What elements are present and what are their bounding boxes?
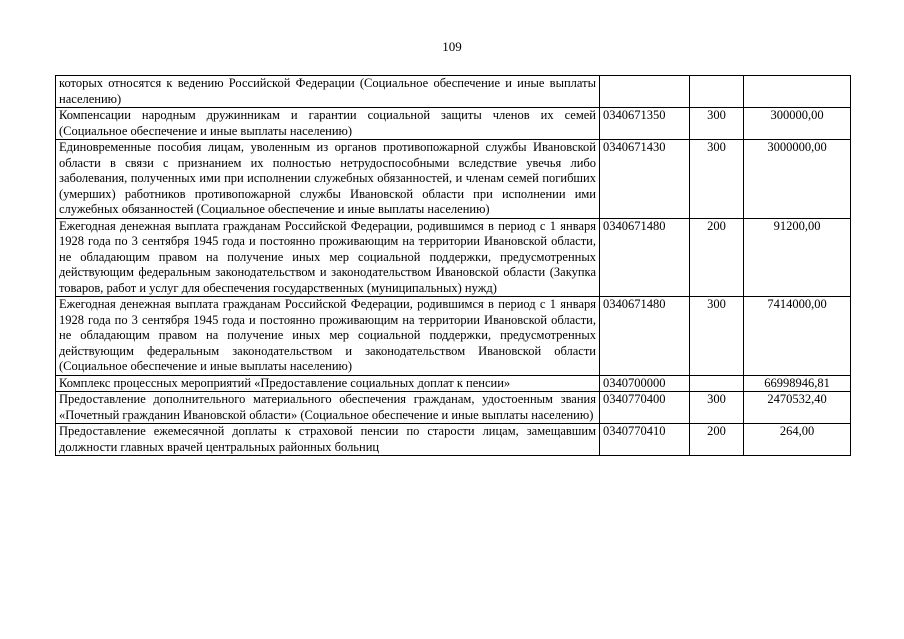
row-amount: 3000000,00 bbox=[744, 140, 851, 219]
row-amount: 2470532,40 bbox=[744, 392, 851, 424]
row-code: 0340700000 bbox=[600, 375, 690, 392]
row-expense-type: 200 bbox=[690, 424, 744, 456]
table-row bbox=[56, 140, 851, 219]
row-description: Предоставление дополнительного материального обеспечения гражданам, удостоенным звания «Почетный гражданин Ивановской области» (Социальное обеспечение и иные выплаты населению) bbox=[56, 392, 600, 424]
table-row bbox=[56, 108, 851, 140]
row-description: Предоставление ежемесячной доплаты к страховой пенсии по старости лицам, замещавшим должности главных врачей центральных районных больниц bbox=[56, 424, 600, 456]
row-expense-type: 300 bbox=[690, 108, 744, 140]
row-amount: 300000,00 bbox=[744, 108, 851, 140]
row-code: 0340671480 bbox=[600, 218, 690, 297]
row-description: Компенсации народным дружинникам и гарантии социальной защиты членов их семей (Социальное обеспечение и иные выплаты населению) bbox=[56, 108, 600, 140]
row-description: Единовременные пособия лицам, уволенным из органов противопожарной службы Ивановской области в связи с признанием их полностью нетрудоспособными вследствие увечья либо заболевания, полученных ими при исполнении служебных обязанностей, и членам семей погибших (умерших) работников противопожарной службы Ивановской области при исполнении ими служебных обязанностей (Социальное обеспечение и иные выплаты населению) bbox=[56, 140, 600, 219]
row-expense-type: 300 bbox=[690, 297, 744, 376]
row-description: Ежегодная денежная выплата гражданам Российской Федерации, родившимся в период с 1 января 1928 года по 3 сентября 1945 года и постоянно проживающим на территории Ивановской области, не обладающим правом на получение иных мер социальной поддержки, предусмотренных действующим федеральным законодательством и законодательством Ивановской области (Социальное обеспечение и иные выплаты населению) bbox=[56, 297, 600, 376]
table-row bbox=[56, 392, 851, 424]
row-code bbox=[600, 76, 690, 108]
row-code: 0340671430 bbox=[600, 140, 690, 219]
table-row bbox=[56, 375, 851, 392]
row-expense-type bbox=[690, 375, 744, 392]
row-amount: 91200,00 bbox=[744, 218, 851, 297]
row-description: Ежегодная денежная выплата гражданам Российской Федерации, родившимся в период с 1 января 1928 года по 3 сентября 1945 года и постоянно проживающим на территории Ивановской области, не обладающим правом на получение иных мер социальной поддержки, предусмотренных действующим федеральным законодательством и законодательством Ивановской области (Закупка товаров, работ и услуг для обеспечения государственных (муниципальных) нужд) bbox=[56, 218, 600, 297]
page-number: 109 bbox=[442, 39, 462, 54]
row-description: Комплекс процессных мероприятий «Предоставление социальных доплат к пенсии» bbox=[56, 375, 600, 392]
row-code: 0340770400 bbox=[600, 392, 690, 424]
row-amount: 7414000,00 bbox=[744, 297, 851, 376]
row-expense-type: 300 bbox=[690, 392, 744, 424]
table-row bbox=[56, 76, 851, 108]
row-amount: 264,00 bbox=[744, 424, 851, 456]
row-expense-type bbox=[690, 76, 744, 108]
row-amount bbox=[744, 76, 851, 108]
row-expense-type: 300 bbox=[690, 140, 744, 219]
table-row bbox=[56, 297, 851, 376]
budget-table bbox=[55, 75, 851, 456]
table-row bbox=[56, 218, 851, 297]
row-amount: 66998946,81 bbox=[744, 375, 851, 392]
table-row bbox=[56, 424, 851, 456]
row-expense-type: 200 bbox=[690, 218, 744, 297]
row-code: 0340671350 bbox=[600, 108, 690, 140]
row-code: 0340671480 bbox=[600, 297, 690, 376]
row-description: которых относятся к ведению Российской Федерации (Социальное обеспечение и иные выплаты населению) bbox=[56, 76, 600, 108]
row-code: 0340770410 bbox=[600, 424, 690, 456]
